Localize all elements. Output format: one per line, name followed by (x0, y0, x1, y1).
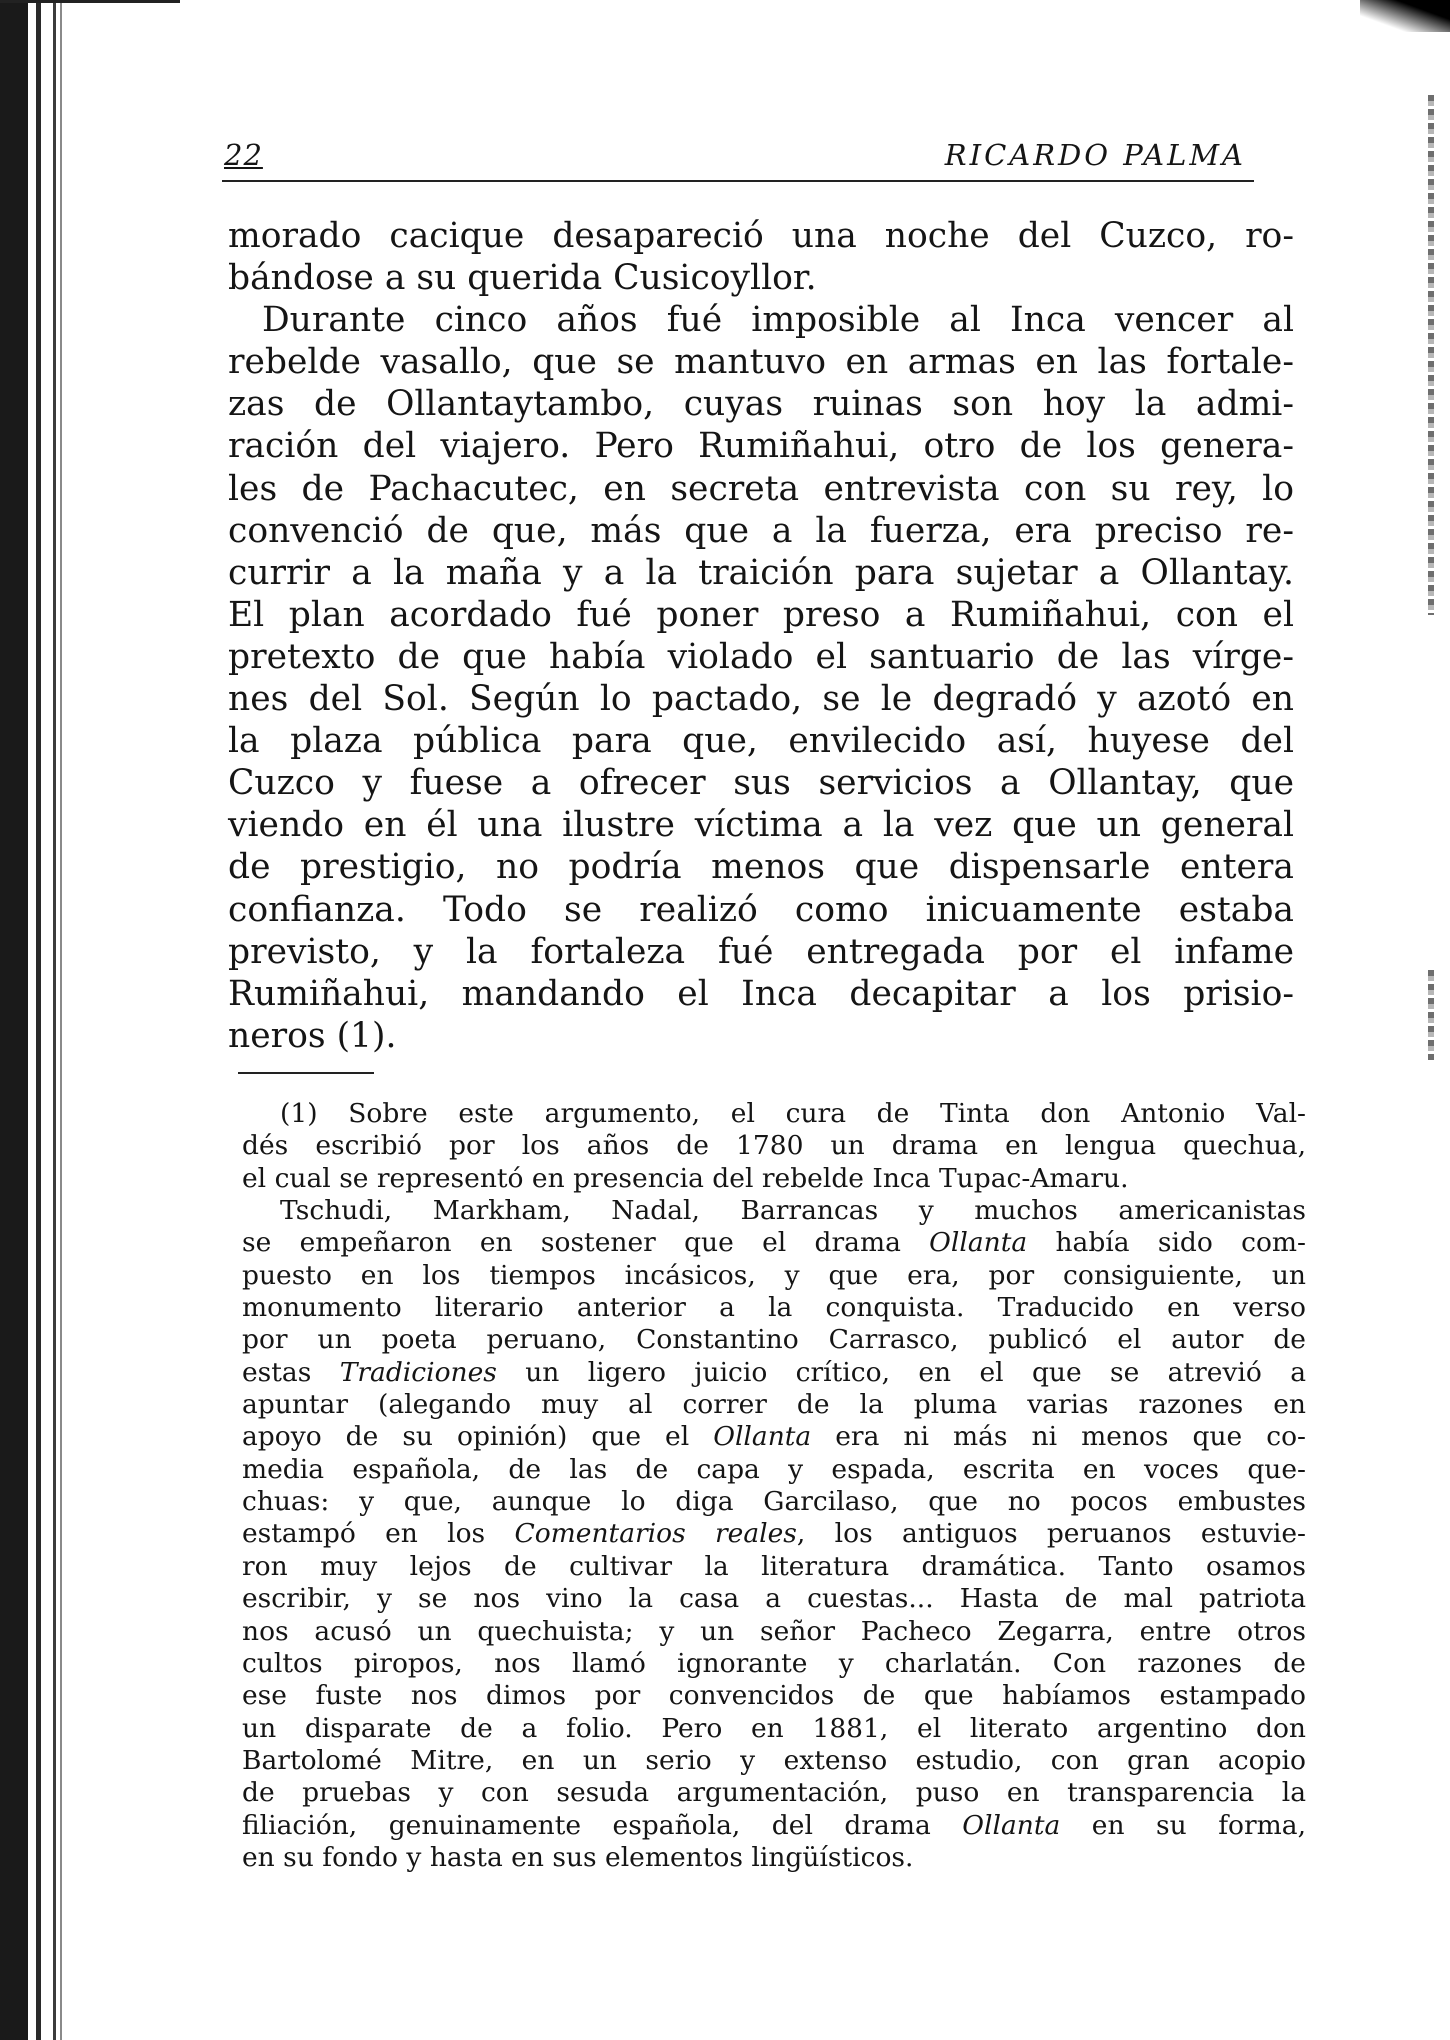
body-line: confianza. Todo se realizó como inicuamente estaba (228, 889, 1294, 930)
footnote-line: estampó en los Comentarios reales, los antiguos peruanos estuvie- (242, 1518, 1307, 1550)
body-line: nes del Sol. Según lo pactado, se le degradó y azotó en (228, 679, 1294, 720)
footnote-line: en su fondo y hasta en sus elementos lingüísticos. (242, 1841, 914, 1873)
body-line: Cuzco y fuese a ofrecer sus servicios a Ollantay, que (228, 763, 1294, 804)
body-line: viendo en él una ilustre víctima a la vez que un general (228, 805, 1294, 846)
footnote-line: estas Tradiciones un ligero juicio crítico, en el que se atrevió a (242, 1356, 1306, 1388)
footnote-line: media española, de las de capa y espada, escrita en voces que- (242, 1453, 1306, 1485)
footnote-line: se empeñaron en sostener que el drama Ollanta había sido com- (242, 1227, 1306, 1259)
footnote-line: de pruebas y con sesuda argumentación, puso en transparencia la (242, 1777, 1306, 1809)
footnote-line: Bartolomé Mitre, en un serio y extenso estudio, con gran acopio (242, 1744, 1306, 1776)
footnote-line: escribir, y se nos vino la casa a cuestas... Hasta de mal patriota (242, 1583, 1306, 1615)
body-line: convenció de que, más que a la fuerza, era preciso re- (228, 510, 1294, 551)
page-binding-edge (0, 0, 95, 2040)
footnotes (242, 1098, 1306, 1874)
body-line: bándose a su querida Cusicoyllor. (228, 258, 817, 299)
footnote-line: monumento literario anterior a la conquista. Traducido en verso (242, 1292, 1306, 1324)
footnote-line: por un poeta peruano, Constantino Carrasco, publicó el autor de (242, 1324, 1306, 1356)
body-line: currir a la maña y a la traición para sujetar a Ollantay. (228, 552, 1294, 593)
body-line: de prestigio, no podría menos que dispensarle entera (228, 847, 1294, 888)
footnote-line: un disparate de a folio. Pero en 1881, el literato argentino don (242, 1712, 1306, 1744)
body-text (228, 215, 1294, 1057)
body-line: les de Pachacutec, en secreta entrevista con su rey, lo (228, 468, 1294, 509)
footnote-line: puesto en los tiempos incásicos, y que era, por consiguiente, un (242, 1259, 1306, 1291)
running-title: RICARDO PALMA (944, 138, 1246, 172)
footnote-line: nos acusó un quechuista; y un señor Pacheco Zegarra, entre otros (242, 1615, 1306, 1647)
page-number: 22 (224, 138, 263, 172)
footnote-line: dés escribió por los años de 1780 un drama en lengua quechua, (242, 1130, 1306, 1162)
footnote-line: el cual se representó en presencia del rebelde Inca Tupac-Amaru. (242, 1162, 1129, 1194)
body-line: rebelde vasallo, que se mantuvo en armas en las fortale- (228, 342, 1294, 383)
footnote-line: apuntar (alegando muy al correr de la pluma varias razones en (242, 1389, 1306, 1421)
body-line: la plaza pública para que, envilecido así, huyese del (228, 721, 1294, 762)
body-line: El plan acordado fué poner preso a Rumiñahui, con el (228, 594, 1294, 635)
scan-right-edge (1428, 95, 1434, 615)
body-line: zas de Ollantaytambo, cuyas ruinas son hoy la admi- (228, 384, 1294, 425)
body-line: Durante cinco años fué imposible al Inca vencer al (262, 300, 1294, 341)
body-line: ración del viajero. Pero Rumiñahui, otro de los genera- (228, 426, 1294, 467)
running-head (222, 138, 1254, 182)
footnote-line: ese fuste nos dimos por convencidos de que habíamos estampado (242, 1680, 1306, 1712)
scan-right-edge-lower (1428, 970, 1434, 1060)
footnote-line: ron muy lejos de cultivar la literatura dramática. Tanto osamos (242, 1550, 1306, 1582)
body-line: neros (1). (228, 1015, 397, 1056)
footnote-line: cultos piropos, nos llamó ignorante y charlatán. Con razones de (242, 1647, 1306, 1679)
footnote-line: chuas: y que, aunque lo diga Garcilaso, que no pocos embustes (242, 1486, 1306, 1518)
scan-corner-shadow (1360, 0, 1450, 32)
footnote-line: (1) Sobre este argumento, el cura de Tinta don Antonio Val- (280, 1098, 1306, 1129)
body-line: previsto, y la fortaleza fué entregada por el infame (228, 931, 1294, 972)
footnote-rule (238, 1072, 374, 1074)
footnote-line: apoyo de su opinión) que el Ollanta era ni más ni menos que co- (242, 1421, 1307, 1453)
footnote-line: Tschudi, Markham, Nadal, Barrancas y muchos americanistas (280, 1195, 1306, 1227)
body-line: pretexto de que había violado el santuario de las vírge- (228, 636, 1294, 677)
body-line: Rumiñahui, mandando el Inca decapitar a los prisio- (228, 973, 1294, 1014)
body-line: morado cacique desapareció una noche del Cuzco, ro- (228, 216, 1294, 256)
footnote-line: filiación, genuinamente española, del drama Ollanta en su forma, (242, 1809, 1306, 1841)
